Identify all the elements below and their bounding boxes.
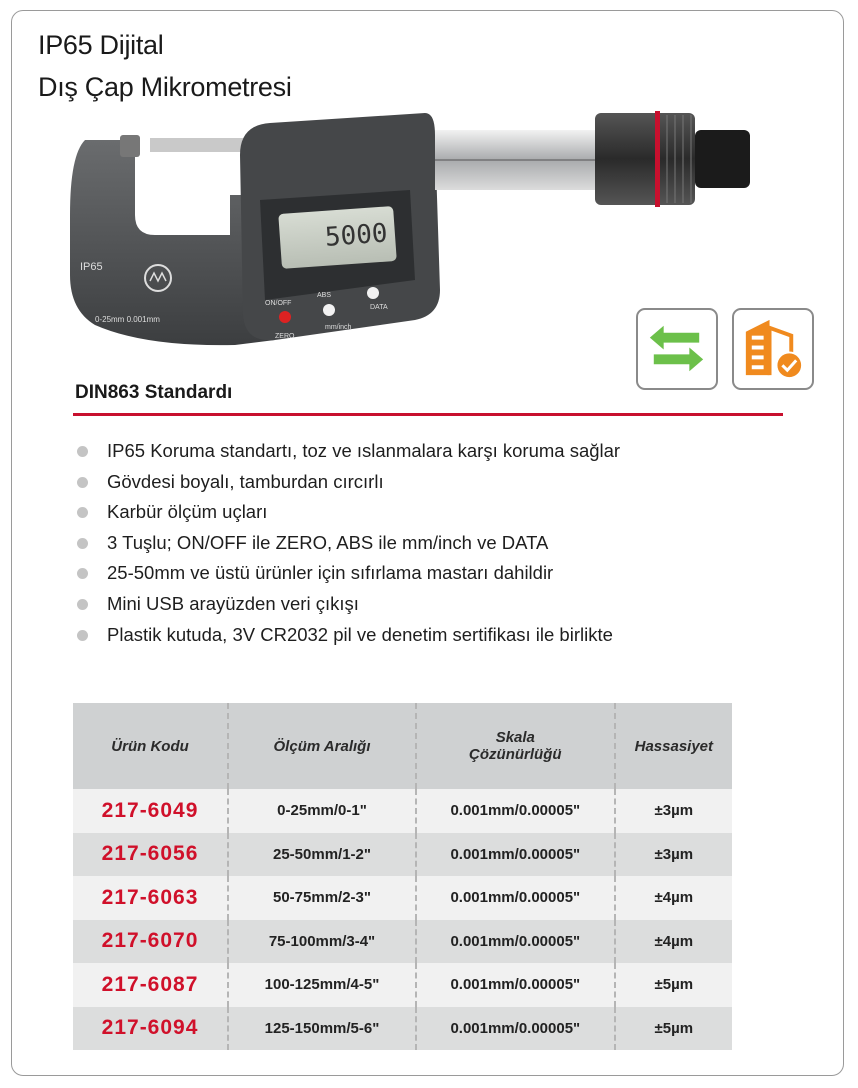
table-row [73,920,732,964]
accuracy: ±3µm [615,789,732,833]
bullet-icon [77,507,88,518]
svg-text:mm/inch: mm/inch [325,324,352,331]
product-code: 217-6056 [73,833,228,877]
list-item: 3 Tuşlu; ON/OFF ile ZERO, ABS ile mm/inch ve DATA [75,529,620,560]
accuracy: ±4µm [615,876,732,920]
accuracy: ±5µm [615,963,732,1007]
measurement-range: 50-75mm/2-3" [228,876,416,920]
feature-list [75,437,620,651]
measurement-range: 100-125mm/4-5" [228,963,416,1007]
bullet-icon [77,538,88,549]
header-code: Ürün Kodu [73,703,228,789]
list-item: IP65 Koruma standartı, toz ve ıslanmalara karşı koruma sağlar [75,437,620,468]
spec-table [73,703,732,1050]
section-title: DIN863 Standardı [75,382,233,403]
resolution: 0.001mm/0.00005" [416,789,615,833]
bullet-icon [77,630,88,641]
header-range: Ölçüm Aralığı [228,703,416,789]
accuracy: ±5µm [615,1007,732,1051]
table-row [73,963,732,1007]
measurement-range: 0-25mm/0-1" [228,789,416,833]
list-item: Mini USB arayüzden veri çıkışı [75,590,620,621]
product-code: 217-6070 [73,920,228,964]
measurement-range: 125-150mm/5-6" [228,1007,416,1051]
header-accuracy: Hassasiyet [615,703,732,789]
lcd-reading: 5000 [323,218,389,253]
svg-text:0-25mm 0.001mm: 0-25mm 0.001mm [95,315,160,324]
svg-text:DATA: DATA [370,304,388,311]
product-title-line2: Dış Çap Mikrometresi [38,72,292,102]
bullet-icon [77,446,88,457]
product-code: 217-6049 [73,789,228,833]
resolution: 0.001mm/0.00005" [416,833,615,877]
measurement-range: 75-100mm/3-4" [228,920,416,964]
measurement-range: 25-50mm/1-2" [228,833,416,877]
list-item: Plastik kutuda, 3V CR2032 pil ve denetim sertifikası ile birlikte [75,621,620,652]
product-code: 217-6094 [73,1007,228,1051]
resolution: 0.001mm/0.00005" [416,876,615,920]
bullet-icon [77,568,88,579]
resolution: 0.001mm/0.00005" [416,920,615,964]
product-title-line1: IP65 Dijital [38,30,164,60]
list-item: Gövdesi boyalı, tamburdan cırcırlı [75,468,620,499]
svg-text:ZERO: ZERO [275,333,295,340]
accuracy: ±4µm [615,920,732,964]
svg-text:IP65: IP65 [80,261,103,273]
list-item: Karbür ölçüm uçları [75,498,620,529]
header-resolution: Skala Çözünürlüğü [416,703,615,789]
table-row [73,789,732,833]
accuracy: ±3µm [615,833,732,877]
certified-document-icon [732,308,814,390]
table-header-row [73,703,732,789]
resolution: 0.001mm/0.00005" [416,963,615,1007]
svg-text:ON/OFF: ON/OFF [265,300,292,307]
svg-text:ABS: ABS [317,292,332,299]
bullet-icon [77,599,88,610]
resolution: 0.001mm/0.00005" [416,1007,615,1051]
bullet-icon [77,477,88,488]
list-item: 25-50mm ve üstü ürünler için sıfırlama mastarı dahildir [75,559,620,590]
product-code: 217-6063 [73,876,228,920]
section-divider [73,413,783,416]
table-row [73,833,732,877]
table-row [73,876,732,920]
product-code: 217-6087 [73,963,228,1007]
table-row [73,1007,732,1051]
bidirectional-arrows-icon [636,308,718,390]
